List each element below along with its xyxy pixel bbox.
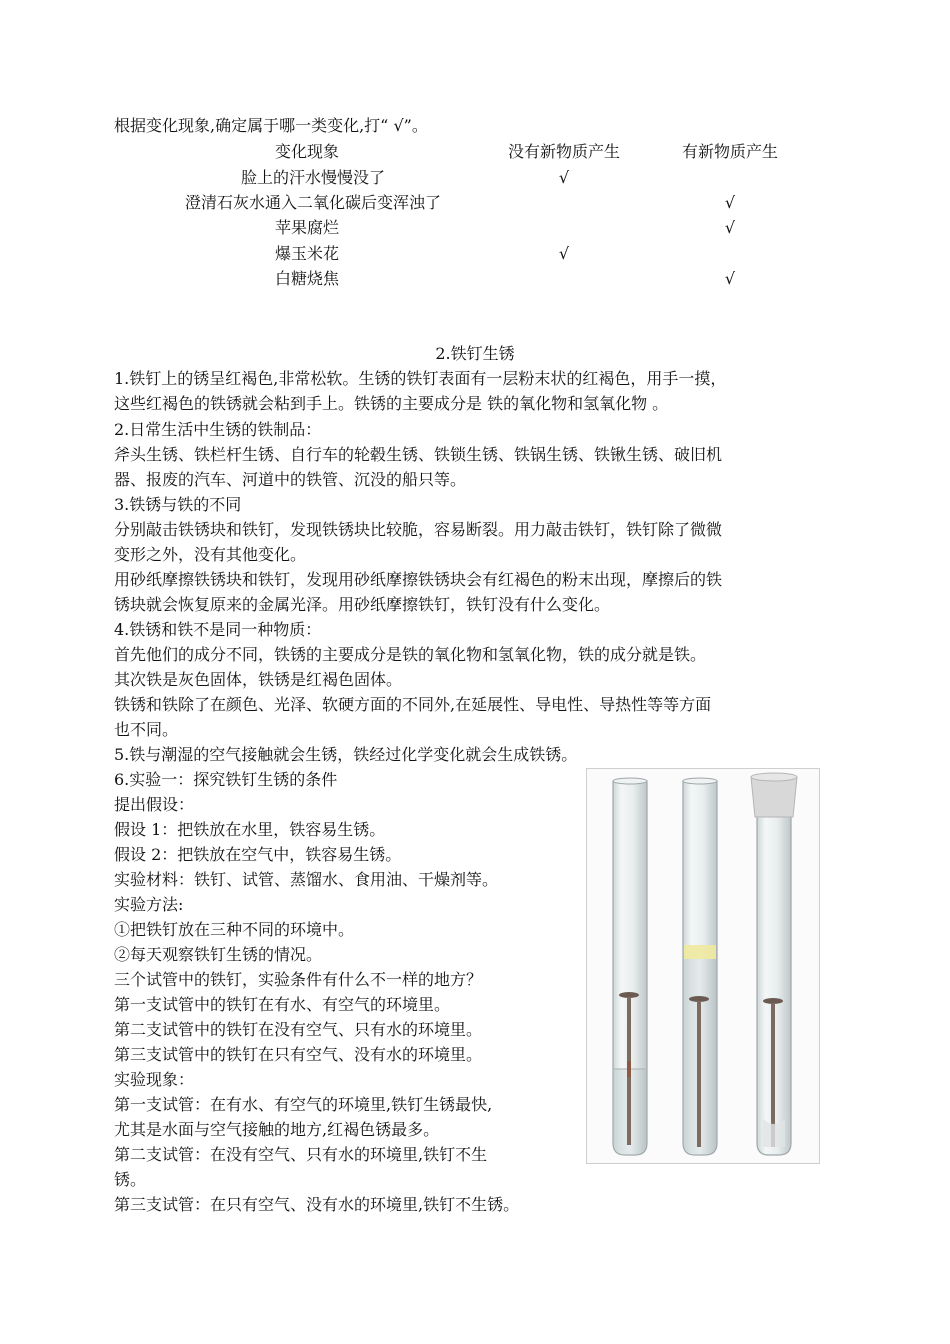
body-line: 第三支试管中的铁钉在只有空气、没有水的环境里。 — [114, 1045, 483, 1064]
body-line: 其次铁是灰色固体，铁锈是红褐色固体。 — [114, 670, 403, 689]
body-line: 这些红褐色的铁锈就会粘到手上。铁锈的主要成分是 铁的氧化物和氢氧化物 。 — [114, 394, 669, 413]
body-line: 锈块就会恢复原来的金属光泽。用砂纸摩擦铁钉，铁钉没有什么变化。 — [114, 595, 611, 614]
table-row-5-new-mark: √ — [724, 269, 736, 288]
body-line: 1.铁钉上的锈呈红褐色,非常松软。生锈的铁钉表面有一层粉末状的红褐色，用手一摸， — [114, 369, 727, 388]
table-row-5-phenomenon: 白糖烧焦 — [274, 269, 339, 288]
table-header-new-substance: 有新物质产生 — [681, 142, 778, 161]
table-row-2-new-mark: √ — [724, 193, 736, 212]
table-row-2-phenomenon: 澄清石灰水通入二氧化碳后变浑浊了 — [184, 193, 441, 212]
table-header-no-new-substance: 没有新物质产生 — [507, 142, 620, 161]
table-row-4-phenomenon: 爆玉米花 — [274, 244, 339, 263]
test-tube-3 — [751, 773, 797, 1155]
body-line: 第二支试管：在没有空气、只有水的环境里,铁钉不生 — [114, 1145, 488, 1164]
body-line: 器、报废的汽车、河道中的铁管、沉没的船只等。 — [114, 470, 467, 489]
table-header-phenomenon: 变化现象 — [274, 142, 339, 161]
table-row-4-no-new-mark: √ — [558, 244, 570, 263]
body-line: 锈。 — [114, 1170, 147, 1189]
table-row-3-phenomenon: 苹果腐烂 — [274, 218, 339, 237]
body-line: 假设 2：把铁放在空气中，铁容易生锈。 — [114, 845, 402, 864]
table-row-3-new-mark: √ — [724, 218, 736, 237]
body-line: 斧头生锈、铁栏杆生锈、自行车的轮毂生锈、铁锁生锈、铁锅生锈、铁锹生锈、破旧机 — [114, 445, 723, 464]
body-line: 尤其是水面与空气接触的地方,红褐色锈最多。 — [114, 1120, 440, 1139]
intro-text: 根据变化现象,确定属于哪一类变化,打“ √”。 — [114, 116, 428, 135]
table-row-1-phenomenon: 脸上的汗水慢慢没了 — [240, 168, 385, 187]
three-test-tubes-with-nails-icon — [587, 769, 819, 1163]
body-line: 3.铁锈与铁的不同 — [114, 495, 242, 514]
body-line: 提出假设： — [114, 795, 195, 814]
section-title: 2.铁钉生锈 — [435, 344, 515, 363]
body-line: 变形之外，没有其他变化。 — [114, 545, 307, 564]
body-line: ①把铁钉放在三种不同的环境中。 — [114, 920, 355, 939]
body-line: 实验现象： — [114, 1070, 195, 1089]
body-line: 第一支试管：在有水、有空气的环境里,铁钉生锈最快, — [114, 1095, 493, 1114]
body-line: 5.铁与潮湿的空气接触就会生锈，铁经过化学变化就会生成铁锈。 — [114, 745, 578, 764]
body-line: 第三支试管：在只有空气、没有水的环境里,铁钉不生锈。 — [114, 1195, 520, 1214]
body-line: 实验材料：铁钉、试管、蒸馏水、食用油、干燥剂等。 — [114, 870, 499, 889]
test-tubes-figure — [586, 768, 820, 1164]
body-line: ②每天观察铁钉生锈的情况。 — [114, 945, 323, 964]
body-line: 首先他们的成分不同，铁锈的主要成分是铁的氧化物和氢氧化物，铁的成分就是铁。 — [114, 645, 707, 664]
body-line: 用砂纸摩擦铁锈块和铁钉，发现用砂纸摩擦铁锈块会有红褐色的粉末出现，摩擦后的铁 — [114, 570, 723, 589]
body-line: 6.实验一：探究铁钉生锈的条件 — [114, 770, 338, 789]
body-line: 假设 1：把铁放在水里，铁容易生锈。 — [114, 820, 386, 839]
body-line: 2.日常生活中生锈的铁制品： — [114, 420, 322, 439]
body-line: 4.铁锈和铁不是同一种物质： — [114, 620, 322, 639]
test-tube-1 — [613, 778, 647, 1155]
body-line: 三个试管中的铁钉，实验条件有什么不一样的地方？ — [114, 970, 483, 989]
body-line: 分别敲击铁锈块和铁钉，发现铁锈块比较脆，容易断裂。用力敲击铁钉，铁钉除了微微 — [114, 520, 723, 539]
body-line: 第二支试管中的铁钉在没有空气、只有水的环境里。 — [114, 1020, 483, 1039]
body-line: 也不同。 — [114, 720, 179, 739]
body-line: 实验方法: — [114, 895, 184, 914]
body-line: 铁锈和铁除了在颜色、光泽、软硬方面的不同外,在延展性、导电性、导热性等等方面 — [114, 695, 712, 714]
body-line: 第一支试管中的铁钉在有水、有空气的环境里。 — [114, 995, 451, 1014]
test-tube-2 — [683, 778, 717, 1155]
table-row-1-no-new-mark: √ — [558, 168, 570, 187]
